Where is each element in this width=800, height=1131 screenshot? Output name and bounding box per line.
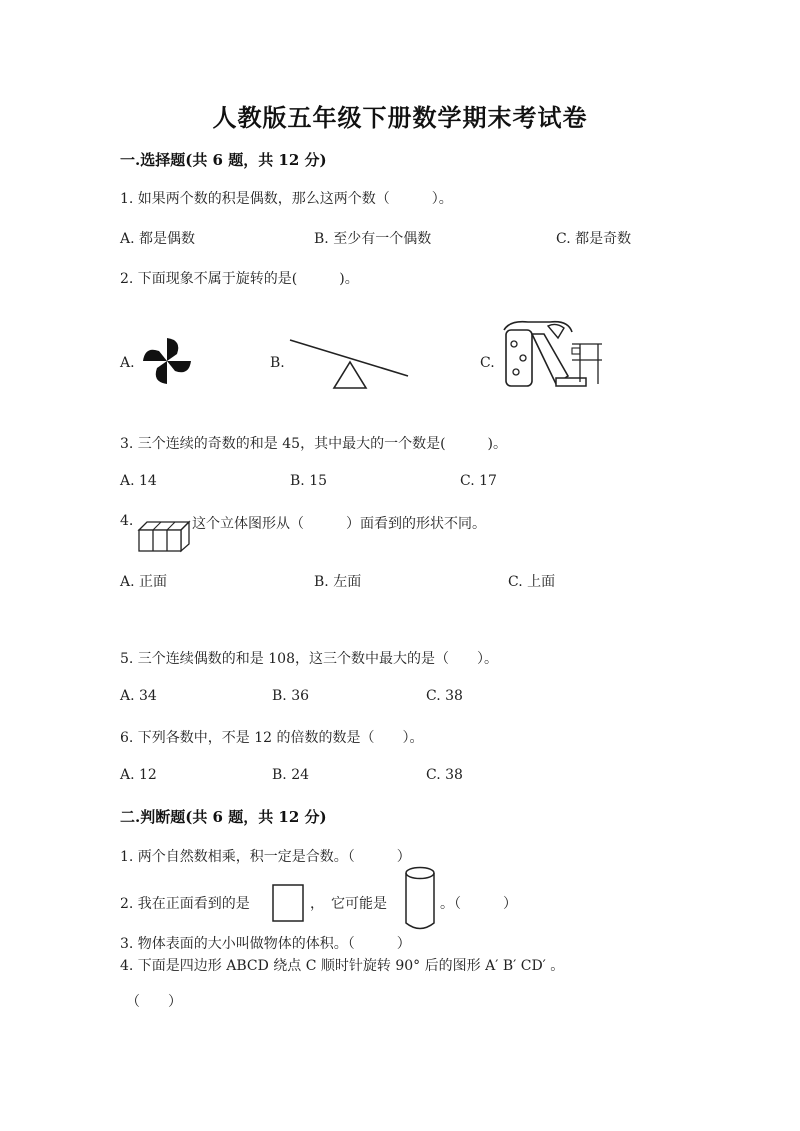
seesaw-icon	[288, 336, 412, 392]
question-3: 3. 三个连续的奇数的和是 45，其中最大的一个数是( )。	[120, 436, 507, 452]
q2-option-a[interactable]: A.	[120, 355, 135, 371]
q1-option-c[interactable]: C. 都是奇数	[556, 231, 632, 247]
rectangle-icon	[272, 884, 304, 922]
q4-option-a[interactable]: A. 正面	[120, 574, 168, 590]
question-5: 5. 三个连续偶数的和是 108，这三个数中最大的是（ ）。	[120, 651, 498, 667]
judgement-2-part2: ， 它可能是	[310, 896, 387, 912]
q3-option-b[interactable]: B. 15	[290, 473, 328, 489]
q1-option-a[interactable]: A. 都是偶数	[120, 231, 196, 247]
q4-option-c[interactable]: C. 上面	[508, 574, 556, 590]
pinwheel-icon	[138, 334, 196, 388]
q3-option-a[interactable]: A. 14	[120, 473, 157, 489]
question-1: 1. 如果两个数的积是偶数，那么这两个数（ ）。	[120, 191, 453, 207]
judgement-2-part1: 2. 我在正面看到的是	[120, 896, 250, 912]
page-title: 人教版五年级下册数学期末考试卷	[212, 103, 588, 132]
judgement-3: 3. 物体表面的大小叫做物体的体积。（ ）	[120, 936, 411, 952]
q6-option-b[interactable]: B. 24	[272, 767, 310, 783]
q4-option-b[interactable]: B. 左面	[314, 574, 362, 590]
question-4: 这个立体图形从（ ）面看到的形状不同。	[192, 516, 486, 532]
q6-option-c[interactable]: C. 38	[426, 767, 463, 783]
q1-option-b[interactable]: B. 至少有一个偶数	[314, 231, 432, 247]
q3-option-c[interactable]: C. 17	[460, 473, 497, 489]
question-2: 2. 下面现象不属于旋转的是( )。	[120, 271, 359, 287]
q5-option-c[interactable]: C. 38	[426, 688, 463, 704]
cylinder-icon	[404, 866, 436, 932]
judgement-2-part3: 。（ ）	[440, 896, 517, 912]
q2-option-b[interactable]: B.	[270, 355, 285, 371]
q5-option-b[interactable]: B. 36	[272, 688, 310, 704]
section-heading-judgement: 二.判断题(共 6 题，共 12 分)	[120, 808, 327, 826]
judgement-4: 4. 下面是四边形 ABCD 绕点 C 顺时针旋转 90° 后的图形 A′ B′ CD′ 。	[120, 958, 565, 974]
q6-option-a[interactable]: A. 12	[120, 767, 157, 783]
slide-icon	[498, 318, 606, 390]
question-6: 6. 下列各数中，不是 12 的倍数的数是（ ）。	[120, 730, 424, 746]
question-4-number: 4.	[120, 513, 134, 529]
q2-option-c[interactable]: C.	[480, 355, 495, 371]
q5-option-a[interactable]: A. 34	[120, 688, 157, 704]
section-heading-choice: 一.选择题(共 6 题，共 12 分)	[120, 151, 327, 169]
judgement-1: 1. 两个自然数相乘，积一定是合数。（ ）	[120, 849, 411, 865]
three-cubes-icon	[137, 520, 191, 552]
judgement-4-blank: （ ）	[126, 994, 182, 1010]
